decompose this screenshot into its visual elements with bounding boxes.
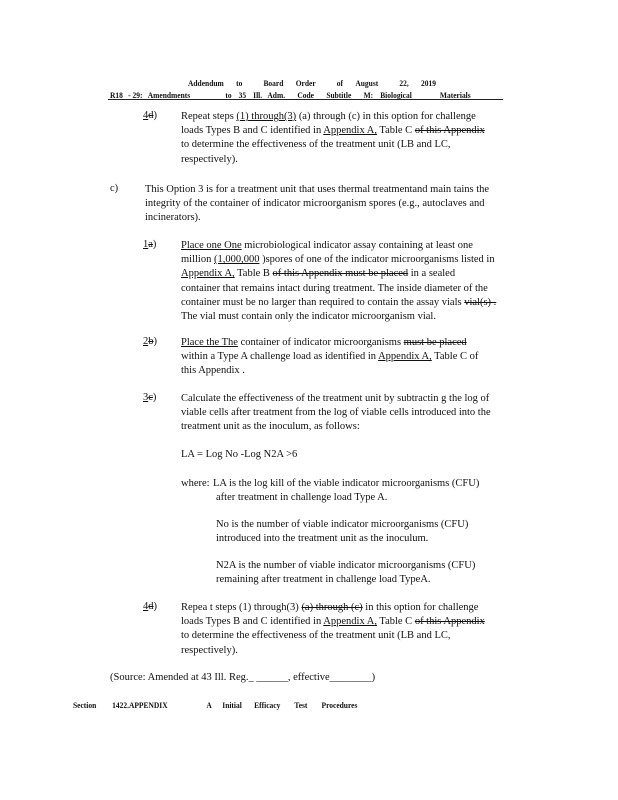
definition-la: LA is the log kill of the viable indicator microorganisms (CFU) after treatment in challenge load Type A. xyxy=(213,478,480,504)
section-heading: Section 1422.APPENDIX A Initial Efficacy Test Procedures xyxy=(73,700,358,710)
item-label-2b: 2b) xyxy=(143,336,157,347)
item-label-4d-bottom: 4d) xyxy=(143,601,157,612)
item-label-3c: 3c) xyxy=(143,392,157,403)
formula: LA = Log No -Log N2A >6 xyxy=(181,449,298,460)
item-3c-text: Calculate the effectiveness of the treatment unit by subtractin g the log of viable cells after treatment from the log of viable cells introduced into the treatment unit as the inoculum, as follows: xyxy=(181,393,491,433)
header-line-2: R18 - 29: Amendments to 35 Ill. Adm. Code Subtitle M: Biological Materials xyxy=(110,90,471,100)
item-4d-bottom-text: Repea t steps (1) through(3) (a) through (c) in this option for challenge loads Types B and C identified in Appendix A, Table C of this Appendix to determine the effectiveness of the treatment unit (LB and LC, respectively). xyxy=(181,602,485,656)
definition-n2a: N2A is the number of viable indicator microorganisms (CFU) remaining after treatment in challenge load TypeA. xyxy=(216,560,476,586)
source-note: (Source: Amended at 43 Ill. Reg._ ______, effective________) xyxy=(110,672,376,683)
item-2b-text: Place the The container of indicator microorganisms must be placed within a Type A challenge load as identified in Appendix A, Table C of this Appendix . xyxy=(181,337,479,377)
section-label-c: c) xyxy=(110,183,119,194)
header-line-1: Addendum to Board Order of August 22, 2019 xyxy=(188,78,436,88)
header-rule xyxy=(108,99,503,100)
item-label-4d: 4d) xyxy=(143,110,157,121)
where-label: where: xyxy=(181,478,210,489)
definition-no: No is the number of viable indicator microorganisms (CFU) introduced into the treatment unit as the inoculum. xyxy=(216,519,469,545)
item-label-1a: 1a) xyxy=(143,239,157,250)
item-4d-top-text: Repeat steps (1) through(3) (a) through (c) in this option for challenge loads Types B and C identified in Appendix A, Table C of this Appendix to determine the effectiveness of the treatment unit (LB and LC, respectively). xyxy=(181,111,485,165)
item-1a-text: Place one One microbiological indicator assay containing at least one million (1,000,000 )spores of one of the indicator microorganisms listed in Appendix A, Table B of this Appendix must be placed in a sealed container that remains intact during treatment. The inside diameter of the container must be no larger than required to contain the assay vials vial(s) . The vial must contain only the indicator microorganism vial. xyxy=(181,240,497,323)
option-c-text: This Option 3 is for a treatment unit that uses thermal treatmentand main tains the integrity of the container of indicator microorganism spores (e.g., autoclaves and incinerators). xyxy=(145,184,490,224)
